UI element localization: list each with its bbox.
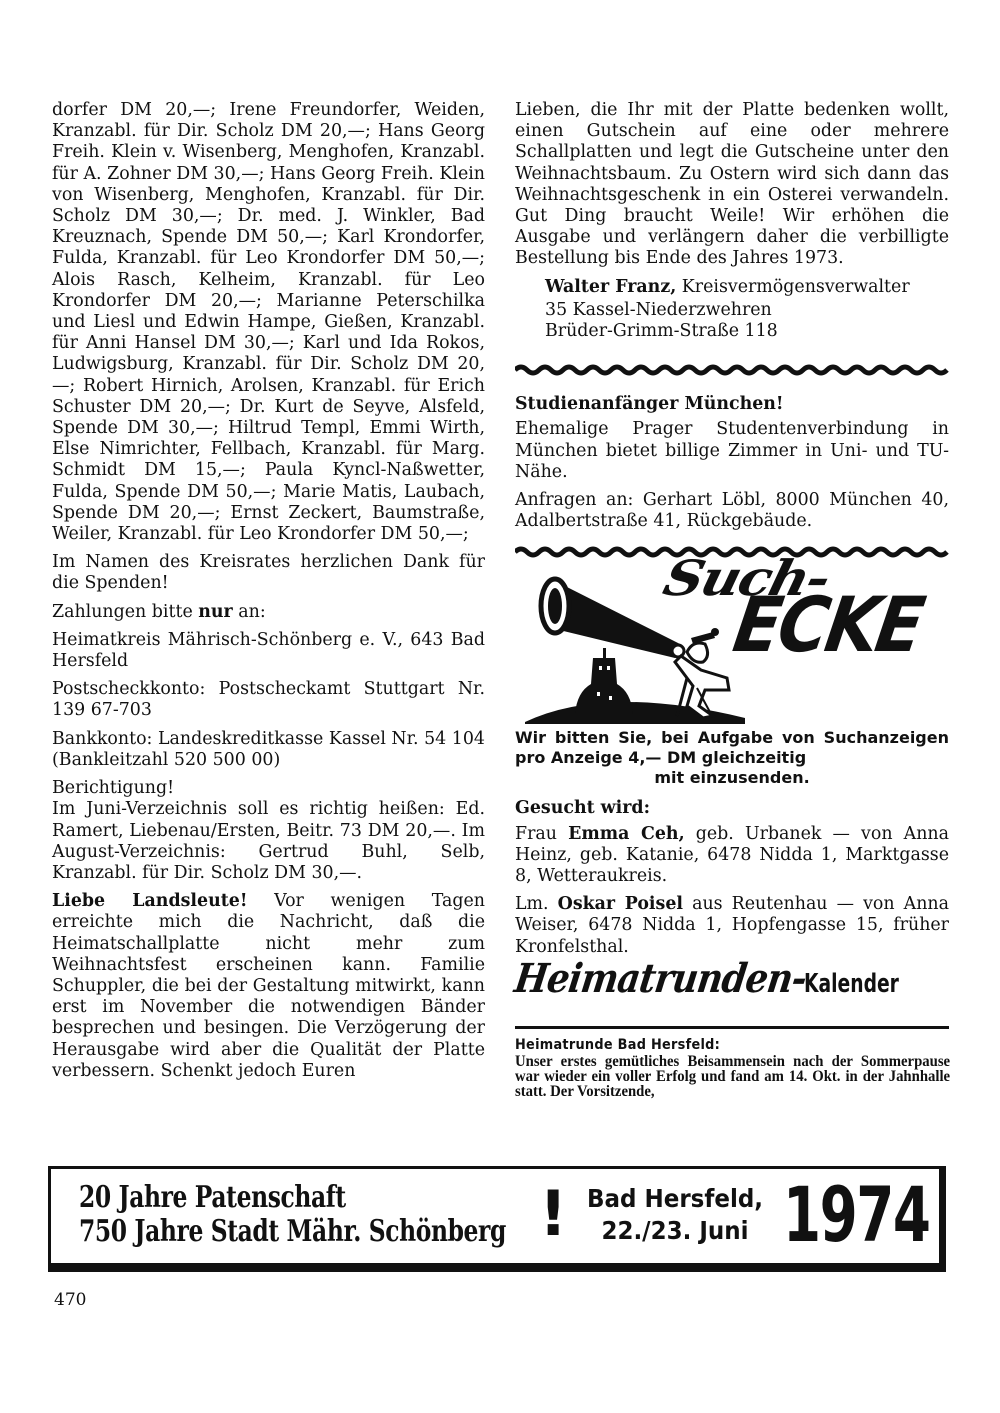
- signature-address-line-2: Brüder-Grimm-Straße 118: [545, 321, 778, 342]
- banner-titles: [79, 1181, 506, 1249]
- exclamation-icon: !: [539, 1177, 568, 1250]
- tower-stand-icon: [575, 658, 633, 714]
- letter-continued: Lieben, die Ihr mit der Platte bedenken wollt, einen Gutschein auf eine oder mehrere Schallplatten und legt die Gutscheine unter den Weihnachtsbaum. Zu Ostern wird sich dann das Weihnachtsgeschenk in ein Osterei verwandeln. Gut Ding braucht Weile! Wir erhöhen die Ausgabe und verlängern daher die verbilligte Bestellung bis Ende des Jahres 1973.: [515, 100, 949, 269]
- search-ad-block-title: ECKE: [727, 580, 928, 670]
- students-contact: Anfragen an: Gerhart Löbl, 8000 München 40, Adalbertstraße 41, Rückgebäude.: [515, 490, 949, 532]
- wanted-heading: Gesucht wird:: [515, 798, 650, 819]
- wanted-entry: Lm. Oskar Poisel aus Reutenhau — von Anna Weiser, 6478 Nidda 1, Hopfengasse 15, früher Kronfelsthal.: [515, 894, 949, 957]
- hill-shape: [525, 702, 745, 724]
- page-number: 470: [54, 1290, 87, 1310]
- letter-text: Liebe Landsleute! Vor wenigen Tagen erreichte mich die Nachricht, daß die Heimatschallplatte nicht mehr zum Weihnachtsfest erscheinen kann. Familie Schuppler, die bei der Gestaltung mitwirkt, kann erst im November die notwendigen Bänder besprechen und besingen. Die Verzögerung der Herausgabe wird aber die Qualität der Platte verbessern. Schenkt jedoch Euren: [52, 891, 485, 1081]
- correction-heading: Berichtigung!: [52, 778, 175, 799]
- payments-instruction: Zahlungen bitte nur an:: [52, 601, 266, 622]
- banner-line-1: 20 Jahre Patenschaft: [79, 1180, 346, 1215]
- search-corner-ad: [515, 549, 949, 724]
- calendar-title-script: Heimatrunden-: [511, 954, 810, 1002]
- calendar-text: Unser erstes gemütliches Beisammensein nach der Sommerpause war wieder ein voller Erfolg und fand am 14. Okt. in der Jahnhalle statt. Der Vorsitzende,: [515, 1052, 951, 1100]
- donations-list: dorfer DM 20,—; Irene Freundorfer, Weiden, Kranzabl. für Dir. Scholz DM 20,—; Hans Georg Freih. Klein v. Wisenberg, Menghofen, Kranzabl. für A. Zohner DM 30,—; Hans Georg Freih. Klein von Wisenberg, Menghofen, Kranzabl. für Dir. Scholz DM 30,—; Dr. med. J. Winkler, Bad Kreuznach, Spende DM 50,—; Karl Krondorfer, Fulda, Kranzabl. für Leo Krondorfer DM 50,—; Alois Rasch, Kelheim, Kranzabl. für Leo Krondorfer DM 20,—; Marianne Peterschilka und Liesl und Edwin Hampe, Gießen, Kranzabl. für Anni Hansel DM 30,—; Karl und Ida Rokos, Ludwigsburg, Kranzabl. für Dir. Scholz DM 20,—; Robert Hirnich, Arolsen, Kranzabl. für Erich Schuster DM 20,—; Dr. Kurt de Seyve, Alsfeld, Spende DM 30,—; Hiltrud Templ, Emmi Wirth, Else Nimrichter, Fellbach, Kranzabl. für Marg. Schmidt DM 15,—; Paula Kyncl-Naßwetter, Fulda, Spende DM 50,—; Marie Matis, Laubach, Spende DM 20,—; Ernst Zeckert, Baumstraße, Weiler, Kranzabl. für Leo Krondorfer DM 50,—;: [52, 100, 485, 545]
- thanks-text: Im Namen des Kreisrates herzlichen Dank für die Spenden!: [52, 552, 485, 594]
- banner-date: 22./23. Juni: [601, 1216, 749, 1245]
- bank-account: Bankkonto: Landeskreditkasse Kassel Nr. 54 104 (Bankleitzahl 520 500 00): [52, 728, 485, 770]
- signature-address-line-1: 35 Kassel-Niederzwehren: [545, 299, 772, 320]
- calendar-divider: [515, 1026, 949, 1029]
- calendar-subheading: Heimatrunde Bad Hersfeld:: [515, 1036, 721, 1053]
- anniversary-banner: [48, 1166, 946, 1272]
- wavy-divider: [515, 364, 949, 376]
- banner-line-2: 750 Jahre Stadt Mähr. Schönberg: [79, 1214, 506, 1249]
- right-column: [511, 100, 951, 1100]
- letter-greeting: Liebe Landsleute!: [52, 891, 248, 912]
- recipient-address: Heimatkreis Mährisch-Schönberg e. V., 643 Bad Hersfeld: [52, 629, 485, 672]
- signature-block: [515, 277, 949, 343]
- signature-line: Walter Franz, Kreisvermögensverwalter: [545, 276, 910, 297]
- search-ad-script-title: Such-: [657, 549, 836, 608]
- hiker-figure-icon: [675, 628, 729, 718]
- postal-account: Postscheckkonto: Postscheckamt Stuttgart Nr. 139 67-703: [52, 679, 485, 721]
- banner-year: 1974: [783, 1170, 930, 1259]
- search-ad-notice: Wir bitten Sie, bei Aufgabe von Suchanzeigen pro Anzeige 4,— DM gleichzeitig mit einzusenden.: [515, 728, 949, 788]
- calendar-title: [511, 954, 949, 1016]
- left-column: [52, 100, 485, 1089]
- students-text: Ehemalige Prager Studentenverbindung in München bietet billige Zimmer in Uni- und TU-Nähe.: [515, 419, 949, 482]
- students-heading: Studienanfänger München!: [515, 394, 784, 415]
- calendar-title-sans: Kalender: [803, 968, 899, 999]
- banner-event: [583, 1183, 767, 1247]
- correction-text: Im Juni-Verzeichnis soll es richtig heißen: Ed. Ramert, Liebenau/Ersten, Beitr. 73 DM 20,—. Im August-Verzeichnis: Gertrud Buhl, Selb, Kranzabl. für Dir. Scholz DM 30,—.: [52, 799, 485, 883]
- wanted-entry: Frau Emma Ceh, geb. Urbanek — von Anna Heinz, geb. Katanie, 6478 Nidda 1, Marktgasse 8, Wetteraukreis.: [515, 823, 949, 887]
- banner-place: Bad Hersfeld,: [586, 1184, 764, 1213]
